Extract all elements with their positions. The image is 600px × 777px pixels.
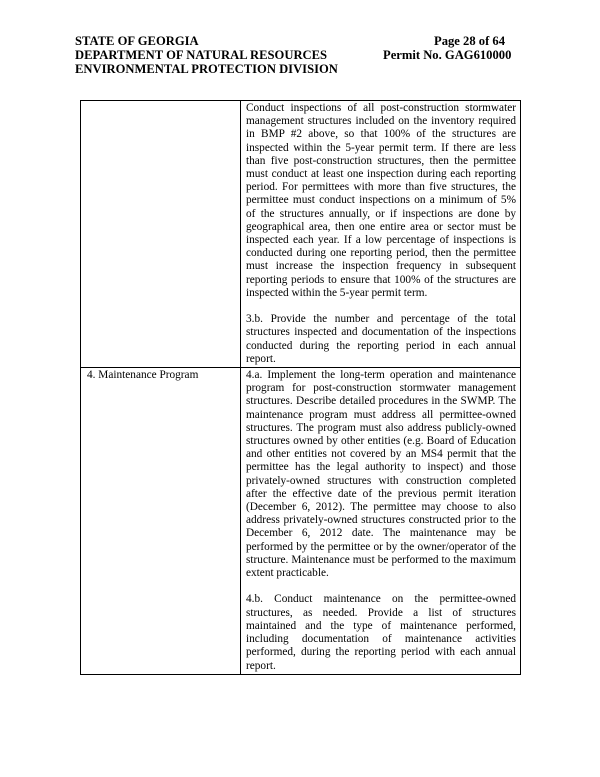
- permit-number: Permit No. GAG610000: [383, 48, 512, 63]
- requirement-text-cell: [241, 101, 521, 368]
- page-header: [75, 34, 515, 77]
- table-row: [81, 368, 521, 675]
- requirement-paragraph: 4.b. Conduct maintenance on the permittee-owned structures, as needed. Provide a list of structures maintained and the type of maintenance performed, including documentation of maintenance activities performed, during the reporting period with each annual report.: [246, 593, 516, 672]
- state-name: STATE OF GEORGIA: [75, 34, 199, 48]
- requirement-text-cell: [241, 368, 521, 675]
- department-name: DEPARTMENT OF NATURAL RESOURCES: [75, 48, 328, 63]
- header-row-1: [75, 34, 515, 48]
- table-row: [81, 101, 521, 368]
- header-row-3: [75, 62, 515, 76]
- bmp-label-cell: 4. Maintenance Program: [81, 368, 241, 675]
- permit-requirements-table: [80, 100, 521, 675]
- requirement-paragraph: 3.b. Provide the number and percentage of the total structures inspected and documentation of the inspections conducted during the reporting period in each annual report.: [246, 313, 516, 365]
- requirement-paragraph: Conduct inspections of all post-construction stormwater management structures included on the inventory required in BMP #2 above, so that 100% of the structures are inspected within the 5-year permit term. If there are less than five post-construction structures, then the permittee must conduct at least one inspection during each reporting period. For permittees with more than five structures, the permittee must conduct inspections on a minimum of 5% of the structures annually, or if inspections are done by geographical area, then one entire area or sector must be inspected each year. If a low percentage of inspections is conducted during one reporting period, then the permittee must increase the inspection frequency in subsequent reporting periods to ensure that 100% of the structures are inspected within the 5-year permit term.: [246, 102, 516, 299]
- page-number: Page 28 of 64: [434, 34, 505, 48]
- division-name: ENVIRONMENTAL PROTECTION DIVISION: [75, 62, 338, 77]
- requirement-paragraph: 4.a. Implement the long-term operation and maintenance program for post-construction stormwater management structures. Describe detailed procedures in the SWMP. The maintenance program must address all permittee-owned structures. The program must also address publicly-owned structures owned by other entities (e.g. Board of Education and other entities not covered by an MS4 permit that the permittee has the legal authority to inspect) and those privately-owned structures with construction completed after the effective date of the previous permit iteration (December 6, 2012). The permittee may choose to also address privately-owned structures constructed prior to the December 6, 2012 date. The maintenance may be performed by the permittee or by the owner/operator of the structure. Maintenance must be performed to the maximum extent practicable.: [246, 369, 516, 580]
- bmp-label-cell: [81, 101, 241, 368]
- header-row-2: [75, 48, 515, 62]
